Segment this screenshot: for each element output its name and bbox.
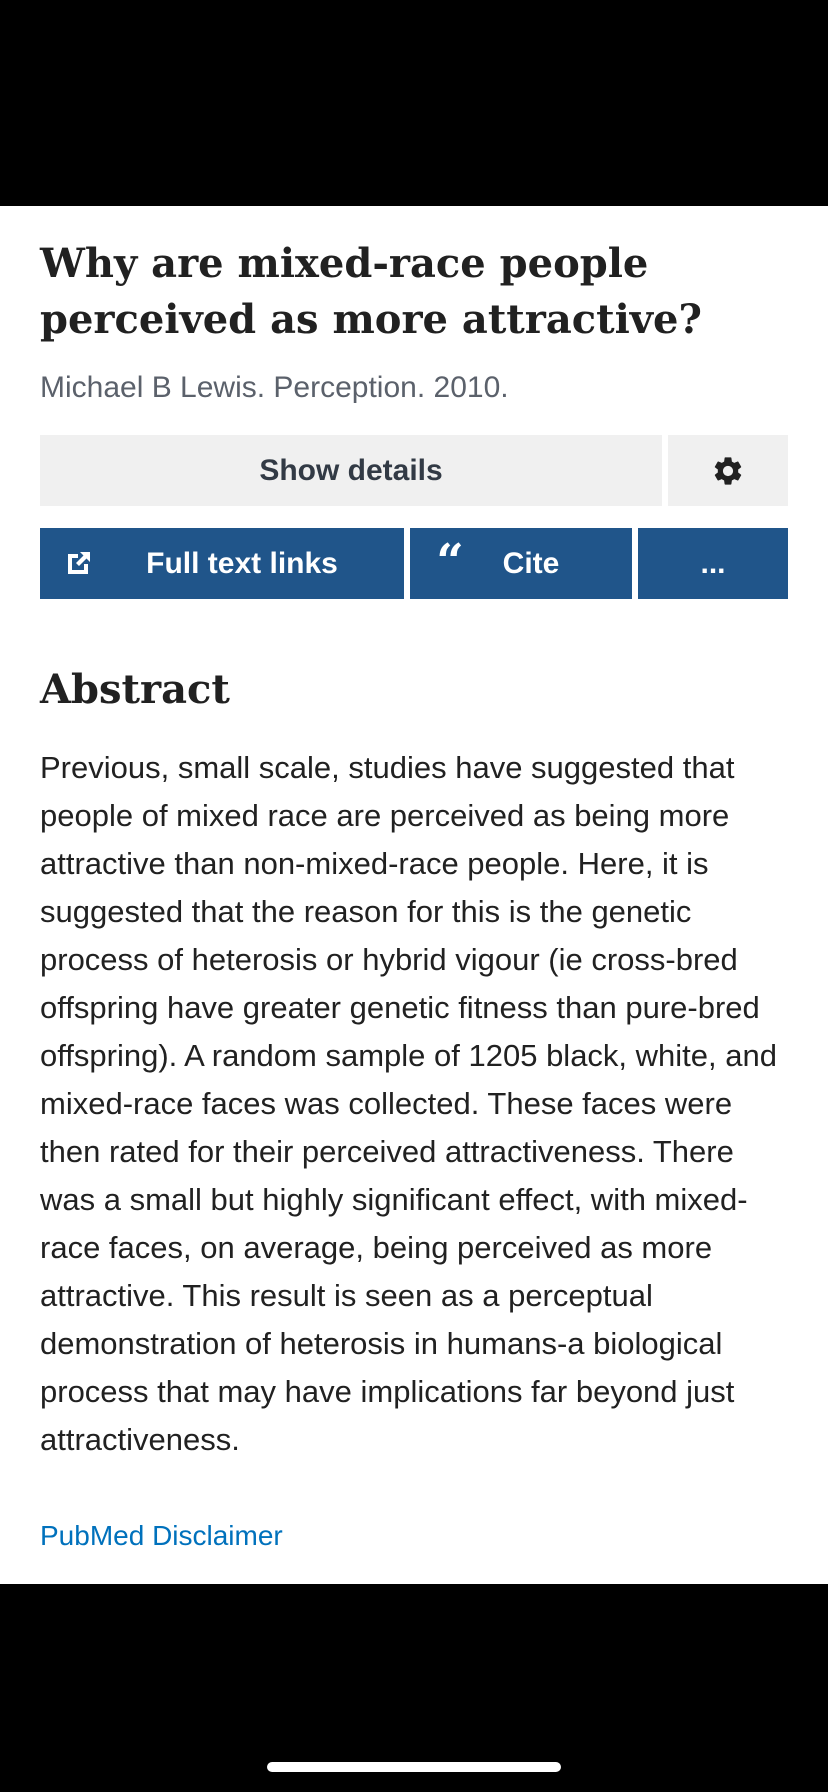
quote-icon: “ [436, 534, 464, 590]
external-link-icon [62, 546, 96, 580]
abstract-text: Previous, small scale, studies have suggested that people of mixed race are perceived as being more attractive than non-mixed-race people. Here, it is suggested that the reason for this is the genetic process of heterosis or hybrid vigour (ie cross-bred offspring have greater genetic fitness than pure-bred offspring). A random sample of 1205 black, white, and mixed-race faces was collected. These faces were then rated for their perceived attractiveness. There was a small but highly significant effect, with mixed-race faces, on average, being perceived as more attractive. This result is seen as a perceptual demonstration of heterosis in humans-a biological process that may have implications far beyond just attractiveness. [40, 750, 777, 1457]
gear-icon [711, 454, 745, 488]
display-options-button[interactable] [668, 435, 788, 506]
bottom-safe-area [0, 1584, 828, 1792]
pubmed-disclaimer-link[interactable]: PubMed Disclaimer [40, 1520, 283, 1551]
show-details-button[interactable] [40, 435, 662, 506]
home-indicator[interactable] [267, 1762, 561, 1772]
status-bar-area [0, 0, 828, 206]
show-details-label: Show details [259, 453, 443, 487]
article-title: Why are mixed-race people perceived as more attractive? [40, 240, 702, 343]
more-actions-button[interactable] [638, 528, 788, 599]
full-text-links-button[interactable] [40, 528, 404, 599]
cite-label: Cite [502, 546, 560, 580]
abstract-heading: Abstract [40, 666, 230, 713]
article-citation: Michael B Lewis. Perception. 2010. [40, 371, 509, 404]
full-text-links-label: Full text links [146, 546, 338, 580]
more-actions-label: ... [700, 546, 726, 580]
cite-button[interactable] [410, 528, 632, 599]
